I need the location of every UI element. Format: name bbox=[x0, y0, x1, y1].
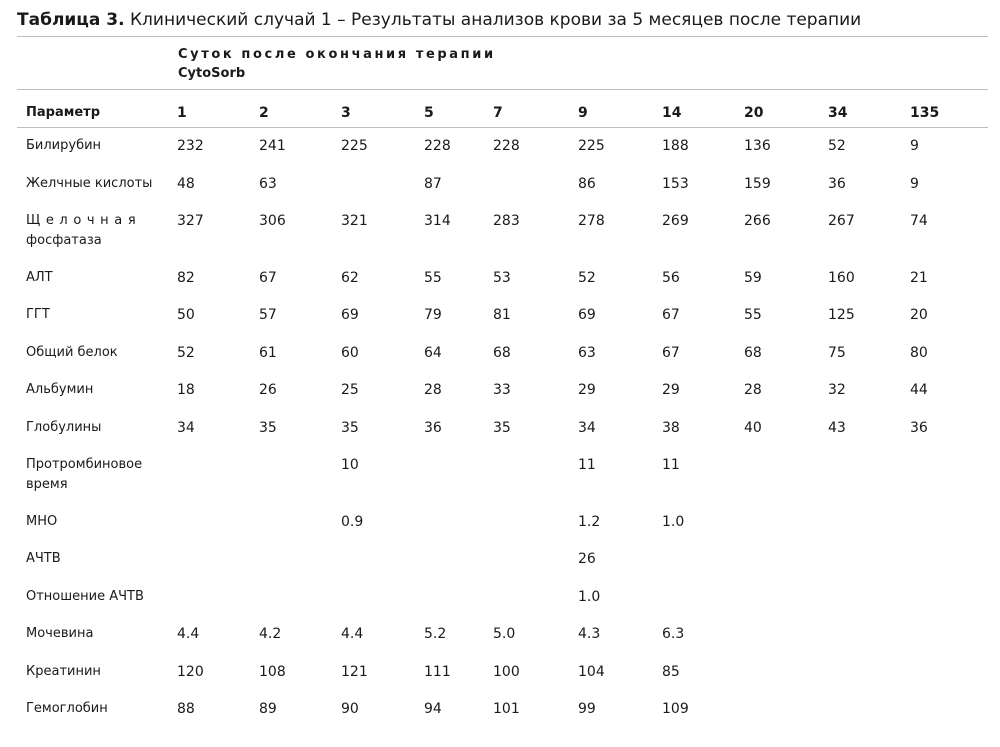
table-cell bbox=[424, 578, 493, 615]
table-cell: 63 bbox=[259, 176, 277, 192]
table-cell: 82 bbox=[177, 270, 195, 286]
table-cell: 74 bbox=[910, 213, 928, 229]
table-row bbox=[17, 334, 962, 371]
table-row bbox=[17, 578, 962, 615]
table-cell: 327 bbox=[177, 213, 204, 229]
table-row bbox=[17, 653, 962, 690]
table-cell: 59 bbox=[744, 270, 762, 286]
table-cell: 48 bbox=[177, 176, 195, 192]
row-param-name: Глобулины bbox=[26, 420, 102, 435]
table-cell: 34 bbox=[177, 420, 195, 436]
table-cell: 159 bbox=[744, 176, 771, 192]
day-column-header: 14 bbox=[662, 105, 682, 121]
day-column-header: 1 bbox=[177, 105, 187, 121]
table-cell bbox=[177, 446, 259, 503]
table-cell: 63 bbox=[578, 345, 596, 361]
table-caption-lead: Таблица 3. bbox=[17, 10, 125, 30]
table-cell bbox=[493, 578, 578, 615]
table-cell: 4.4 bbox=[341, 626, 364, 642]
table-cell: 269 bbox=[662, 213, 689, 229]
table-cell: 4.3 bbox=[578, 626, 601, 642]
table-cell: 89 bbox=[259, 701, 277, 717]
table-cell: 21 bbox=[910, 270, 928, 286]
table-cell: 43 bbox=[828, 420, 846, 436]
table-cell: 68 bbox=[493, 345, 511, 361]
table-row bbox=[17, 540, 962, 578]
table-caption bbox=[17, 9, 861, 31]
table-cell: 90 bbox=[341, 701, 359, 717]
table-cell: 28 bbox=[424, 382, 442, 398]
table-cell: 29 bbox=[662, 382, 680, 398]
table-cell: 153 bbox=[662, 176, 689, 192]
day-column-header: 2 bbox=[259, 105, 269, 121]
row-param-name: Мочевина bbox=[26, 626, 94, 641]
table-row bbox=[17, 446, 962, 503]
table-cell: 188 bbox=[662, 138, 689, 154]
table-cell: 25 bbox=[341, 382, 359, 398]
table-cell: 108 bbox=[259, 664, 286, 680]
row-param-name: Общий белок bbox=[26, 345, 118, 360]
table-cell: 11 bbox=[662, 457, 680, 473]
table-row bbox=[17, 615, 962, 653]
table-cell bbox=[177, 578, 259, 615]
table-row bbox=[17, 127, 962, 165]
table-caption-text: Клинический случай 1 – Результаты анализов крови за 5 месяцев после терапии bbox=[129, 10, 862, 30]
table-cell: 225 bbox=[578, 138, 605, 154]
table-cell bbox=[828, 540, 910, 578]
table-cell bbox=[828, 653, 910, 690]
table-cell: 68 bbox=[744, 345, 762, 361]
table-cell: 5.0 bbox=[493, 626, 516, 642]
table-cell: 100 bbox=[493, 664, 520, 680]
table-cell: 69 bbox=[578, 307, 596, 323]
table-cell: 278 bbox=[578, 213, 605, 229]
table-cell bbox=[744, 540, 828, 578]
table-cell: 33 bbox=[493, 382, 511, 398]
table-cell bbox=[493, 540, 578, 578]
table-cell: 228 bbox=[493, 138, 520, 154]
table-cell: 69 bbox=[341, 307, 359, 323]
table-row bbox=[17, 503, 962, 540]
table-cell bbox=[910, 690, 962, 728]
days-span-header bbox=[178, 45, 496, 83]
table-row bbox=[17, 409, 962, 446]
table-cell bbox=[910, 615, 962, 653]
table-cell: 121 bbox=[341, 664, 368, 680]
table-cell: 109 bbox=[662, 701, 689, 717]
table-cell: 267 bbox=[828, 213, 855, 229]
table-cell: 86 bbox=[578, 176, 596, 192]
table-cell bbox=[662, 540, 744, 578]
table-cell bbox=[341, 165, 424, 202]
blood-test-table bbox=[17, 90, 962, 728]
table-cell bbox=[828, 503, 910, 540]
row-param-name: Желчные кислоты bbox=[26, 176, 153, 191]
table-cell: 36 bbox=[910, 420, 928, 436]
day-column-header: 20 bbox=[744, 105, 764, 121]
table-cell bbox=[744, 503, 828, 540]
table-cell: 52 bbox=[828, 138, 846, 154]
day-column-header: 5 bbox=[424, 105, 434, 121]
table-row bbox=[17, 202, 962, 259]
table-cell: 56 bbox=[662, 270, 680, 286]
day-column-header: 34 bbox=[828, 105, 848, 121]
table-cell bbox=[493, 165, 578, 202]
table-cell: 125 bbox=[828, 307, 855, 323]
table-cell: 55 bbox=[424, 270, 442, 286]
table-cell: 9 bbox=[910, 176, 919, 192]
table-cell bbox=[828, 615, 910, 653]
table-cell: 36 bbox=[828, 176, 846, 192]
table-cell bbox=[910, 578, 962, 615]
table-cell: 67 bbox=[662, 307, 680, 323]
row-param-name: МНО bbox=[26, 514, 58, 529]
table-cell: 60 bbox=[341, 345, 359, 361]
table-cell: 57 bbox=[259, 307, 277, 323]
table-cell: 101 bbox=[493, 701, 520, 717]
row-param-name bbox=[17, 446, 177, 503]
table-cell: 67 bbox=[662, 345, 680, 361]
table-cell: 228 bbox=[424, 138, 451, 154]
table-cell bbox=[910, 653, 962, 690]
table-cell bbox=[177, 503, 259, 540]
table-row bbox=[17, 371, 962, 409]
row-param-name: АЧТВ bbox=[26, 551, 61, 566]
table-cell: 40 bbox=[744, 420, 762, 436]
table-cell bbox=[493, 446, 578, 503]
table-cell bbox=[493, 503, 578, 540]
table-cell: 18 bbox=[177, 382, 195, 398]
table-cell bbox=[259, 540, 341, 578]
row-param-name-line1: Щелочная bbox=[26, 213, 142, 228]
row-param-name: Креатинин bbox=[26, 664, 101, 679]
table-cell: 120 bbox=[177, 664, 204, 680]
table-cell bbox=[910, 503, 962, 540]
days-span-header-line1: Суток после окончания терапии bbox=[178, 47, 496, 62]
day-column-header: 3 bbox=[341, 105, 351, 121]
row-param-name: Билирубин bbox=[26, 138, 102, 153]
table-cell: 26 bbox=[578, 551, 596, 567]
table-cell: 1.0 bbox=[662, 514, 685, 530]
table-cell: 36 bbox=[424, 420, 442, 436]
table-cell: 111 bbox=[424, 664, 451, 680]
table-cell: 0.9 bbox=[341, 514, 364, 530]
table-cell bbox=[744, 690, 828, 728]
table-cell: 62 bbox=[341, 270, 359, 286]
table-cell: 4.4 bbox=[177, 626, 200, 642]
table-cell bbox=[910, 446, 962, 503]
table-cell: 10 bbox=[341, 457, 359, 473]
table-cell: 321 bbox=[341, 213, 368, 229]
table-cell bbox=[744, 615, 828, 653]
table-cell bbox=[828, 690, 910, 728]
table-cell: 266 bbox=[744, 213, 771, 229]
table-cell: 79 bbox=[424, 307, 442, 323]
table-cell: 29 bbox=[578, 382, 596, 398]
table-cell: 50 bbox=[177, 307, 195, 323]
table-cell: 55 bbox=[744, 307, 762, 323]
table-cell bbox=[424, 446, 493, 503]
table-cell: 61 bbox=[259, 345, 277, 361]
row-param-name: ГГТ bbox=[26, 307, 50, 322]
table-cell: 35 bbox=[493, 420, 511, 436]
table-cell: 241 bbox=[259, 138, 286, 154]
row-param-name: Отношение АЧТВ bbox=[26, 589, 144, 604]
row-param-name: Альбумин bbox=[26, 382, 94, 397]
table-cell: 9 bbox=[910, 138, 919, 154]
table-cell: 52 bbox=[578, 270, 596, 286]
table-row bbox=[17, 690, 962, 728]
table-cell: 6.3 bbox=[662, 626, 685, 642]
table-cell: 20 bbox=[910, 307, 928, 323]
table-cell: 1.0 bbox=[578, 589, 601, 605]
table-cell bbox=[424, 540, 493, 578]
table-cell bbox=[177, 540, 259, 578]
table-cell: 4.2 bbox=[259, 626, 282, 642]
table-cell bbox=[744, 653, 828, 690]
table-cell: 306 bbox=[259, 213, 286, 229]
table-cell bbox=[744, 578, 828, 615]
table-cell bbox=[259, 503, 341, 540]
table-cell bbox=[259, 578, 341, 615]
day-column-header: 135 bbox=[910, 105, 940, 121]
table-cell bbox=[910, 540, 962, 578]
table-cell: 35 bbox=[341, 420, 359, 436]
table-row bbox=[17, 165, 962, 202]
table-cell: 225 bbox=[341, 138, 368, 154]
table-row bbox=[17, 296, 962, 334]
day-column-header: 9 bbox=[578, 105, 588, 121]
column-header-row bbox=[17, 90, 962, 127]
table-cell bbox=[744, 446, 828, 503]
row-param-name: АЛТ bbox=[26, 270, 53, 285]
table-cell: 38 bbox=[662, 420, 680, 436]
table-cell: 5.2 bbox=[424, 626, 447, 642]
table-cell: 160 bbox=[828, 270, 855, 286]
table-cell: 1.2 bbox=[578, 514, 601, 530]
table-row bbox=[17, 259, 962, 296]
row-param-name-line1: Протромбиновое bbox=[26, 457, 143, 472]
row-param-name bbox=[17, 202, 177, 259]
row-param-name-line2: фосфатаза bbox=[26, 233, 102, 248]
table-cell bbox=[662, 578, 744, 615]
table-cell: 34 bbox=[578, 420, 596, 436]
table-cell: 94 bbox=[424, 701, 442, 717]
table-cell: 32 bbox=[828, 382, 846, 398]
table-cell: 75 bbox=[828, 345, 846, 361]
table-cell bbox=[828, 578, 910, 615]
row-param-name-line2: время bbox=[26, 477, 68, 492]
table-cell: 28 bbox=[744, 382, 762, 398]
table-cell: 35 bbox=[259, 420, 277, 436]
table-cell: 283 bbox=[493, 213, 520, 229]
param-column-header: Параметр bbox=[26, 105, 101, 120]
table-cell: 44 bbox=[910, 382, 928, 398]
table-cell: 87 bbox=[424, 176, 442, 192]
table-cell: 99 bbox=[578, 701, 596, 717]
table-cell bbox=[341, 540, 424, 578]
day-column-header: 7 bbox=[493, 105, 503, 121]
table-cell: 26 bbox=[259, 382, 277, 398]
table-cell bbox=[259, 446, 341, 503]
table-cell: 104 bbox=[578, 664, 605, 680]
table-cell bbox=[828, 446, 910, 503]
table-cell: 85 bbox=[662, 664, 680, 680]
table-cell: 64 bbox=[424, 345, 442, 361]
table-cell: 67 bbox=[259, 270, 277, 286]
row-param-name: Гемоглобин bbox=[26, 701, 108, 716]
table-cell: 81 bbox=[493, 307, 511, 323]
table-cell: 52 bbox=[177, 345, 195, 361]
caption-divider bbox=[17, 36, 988, 37]
table-cell: 232 bbox=[177, 138, 204, 154]
table-cell: 136 bbox=[744, 138, 771, 154]
table-cell bbox=[341, 578, 424, 615]
table-cell: 11 bbox=[578, 457, 596, 473]
table-cell: 88 bbox=[177, 701, 195, 717]
table-cell: 53 bbox=[493, 270, 511, 286]
table-cell: 314 bbox=[424, 213, 451, 229]
table-cell bbox=[424, 503, 493, 540]
table-cell: 80 bbox=[910, 345, 928, 361]
days-span-header-line2: CytoSorb bbox=[178, 66, 246, 81]
